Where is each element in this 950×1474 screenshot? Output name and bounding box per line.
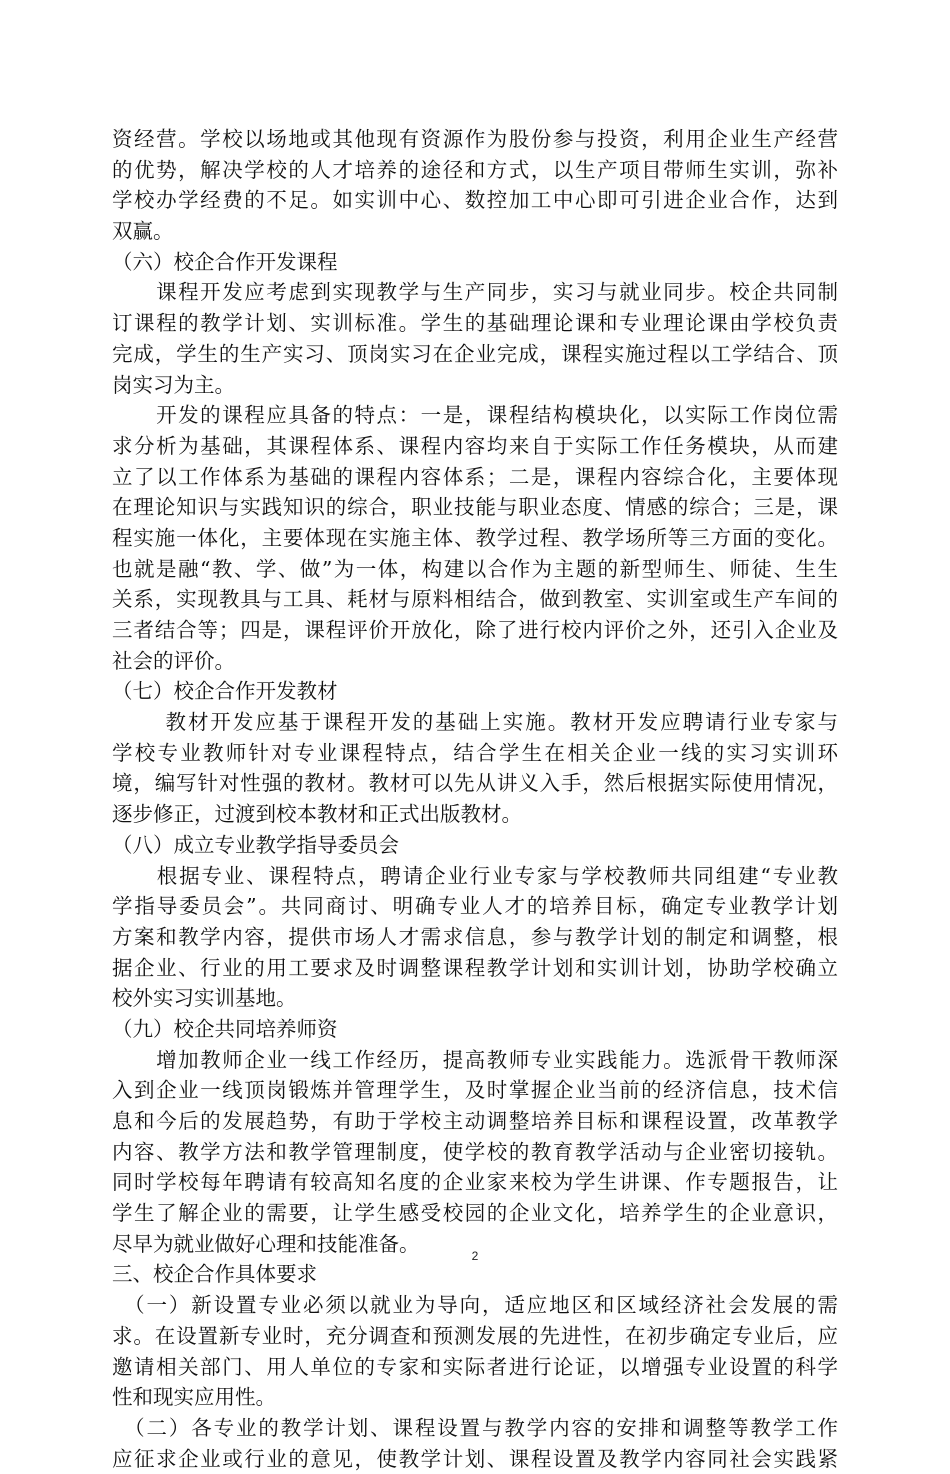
text-line: 入到企业一线顶岗锻炼并管理学生，及时掌握企业当前的经济信息，技术信 (112, 1078, 838, 1103)
text-line: 据企业、行业的用工要求及时调整课程教学计划和实训计划，协助学校确立 (112, 955, 838, 980)
text-line: 资经营。学校以场地或其他现有资源作为股份参与投资，利用企业生产经营 (112, 127, 838, 151)
text-line: 在理论知识与实践知识的综合，职业技能与职业态度、情感的综合；三是，课 (112, 495, 838, 520)
text-line: 求分析为基础，其课程体系、课程内容均来自于实际工作任务模块，从而建 (112, 433, 838, 458)
text-line: 程实施一体化，主要体现在实施主体、教学过程、教学场所等三方面的变化。 (112, 525, 838, 550)
section-heading: （六）校企合作开发课程 (112, 249, 338, 274)
text-line: 学校专业教师针对专业课程特点，结合学生在相关企业一线的实习实训环 (112, 740, 838, 765)
text-line: 三者结合等；四是，课程评价开放化，除了进行校内评价之外，还引入企业及 (112, 618, 838, 642)
text-line: 息和今后的发展趋势，有助于学校主动调整培养目标和课程设置，改革教学 (112, 1109, 838, 1133)
text-line: 应征求企业或行业的意见，使教学计划、课程设置及教学内容同社会实践紧 (112, 1446, 838, 1471)
text-line: 开发的课程应具备的特点：一是，课程结构模块化，以实际工作岗位需 (112, 403, 838, 428)
text-line: 逐步修正，过渡到校本教材和正式出版教材。 (112, 802, 522, 827)
section-heading: 三、校企合作具体要求 (112, 1262, 317, 1287)
text-line: 尽早为就业做好心理和技能准备。 (112, 1231, 420, 1256)
text-line: 求。在设置新专业时，充分调查和预测发展的先进性，在初步确定专业后，应 (112, 1323, 838, 1348)
text-line: 社会的评价。 (112, 648, 235, 673)
text-line: 课程开发应考虑到实现教学与生产同步，实习与就业同步。校企共同制 (112, 280, 838, 305)
section-heading: （八）成立专业教学指导委员会 (112, 832, 399, 857)
text-line: 增加教师企业一线工作经历，提高教师专业实践能力。选派骨干教师深 (112, 1047, 838, 1072)
text-line: 邀请相关部门、用人单位的专家和实际者进行论证，以增强专业设置的科学 (112, 1354, 838, 1379)
text-line: （一）新设置专业必须以就业为导向，适应地区和区域经济社会发展的需 (112, 1293, 838, 1318)
section-heading: （九）校企共同培养师资 (112, 1016, 338, 1041)
text-line: （二）各专业的教学计划、课程设置与教学内容的安排和调整等教学工作 (112, 1415, 838, 1440)
text-line: 方案和教学内容，提供市场人才需求信息，参与教学计划的制定和调整，根 (112, 924, 838, 949)
text-line: 订课程的教学计划、实训标准。学生的基础理论课和专业理论课由学校负责 (112, 311, 838, 336)
text-line: 教材开发应基于课程开发的基础上实施。教材开发应聘请行业专家与 (112, 710, 838, 735)
text-line: 根据专业、课程特点，聘请企业行业专家与学校教师共同组建“专业教 (112, 863, 838, 888)
text-line: 同时学校每年聘请有较高知名度的企业家来校为学生讲课、作专题报告，让 (112, 1170, 838, 1195)
text-line: 的优势，解决学校的人才培养的途径和方式，以生产项目带师生实训，弥补 (112, 157, 838, 182)
text-line: 关系，实现教具与工具、耗材与原料相结合，做到教室、实训室或生产车间的 (112, 587, 838, 612)
text-line: 双赢。 (112, 219, 174, 244)
text-line: 完成，学生的生产实习、顶岗实习在企业完成，课程实施过程以工学结合、顶 (112, 341, 838, 366)
text-line: 校外实习实训基地。 (112, 986, 297, 1011)
section-heading: （七）校企合作开发教材 (112, 679, 338, 704)
page-number: 2 (471, 1249, 479, 1263)
document-body (112, 124, 838, 1474)
text-line: 性和现实应用性。 (112, 1385, 276, 1410)
text-line: 也就是融“教、学、做”为一体，构建以合作为主题的新型师生、师徒、生生 (112, 556, 838, 581)
text-line: 立了以工作体系为基础的课程内容体系；二是，课程内容综合化，主要体现 (112, 464, 838, 489)
text-line: 境，编写针对性强的教材。教材可以先从讲义入手，然后根据实际使用情况， (112, 771, 838, 796)
text-line: 内容、教学方法和教学管理制度，使学校的教育教学活动与企业密切接轨。 (112, 1139, 838, 1164)
text-line: 岗实习为主。 (112, 372, 235, 397)
text-line: 学生了解企业的需要，让学生感受校园的企业文化，培养学生的企业意识， (112, 1201, 838, 1226)
text-line: 学校办学经费的不足。如实训中心、数控加工中心即可引进企业合作，达到 (112, 188, 838, 213)
text-line: 学指导委员会”。共同商讨、明确专业人才的培养目标，确定专业教学计划 (112, 894, 838, 919)
